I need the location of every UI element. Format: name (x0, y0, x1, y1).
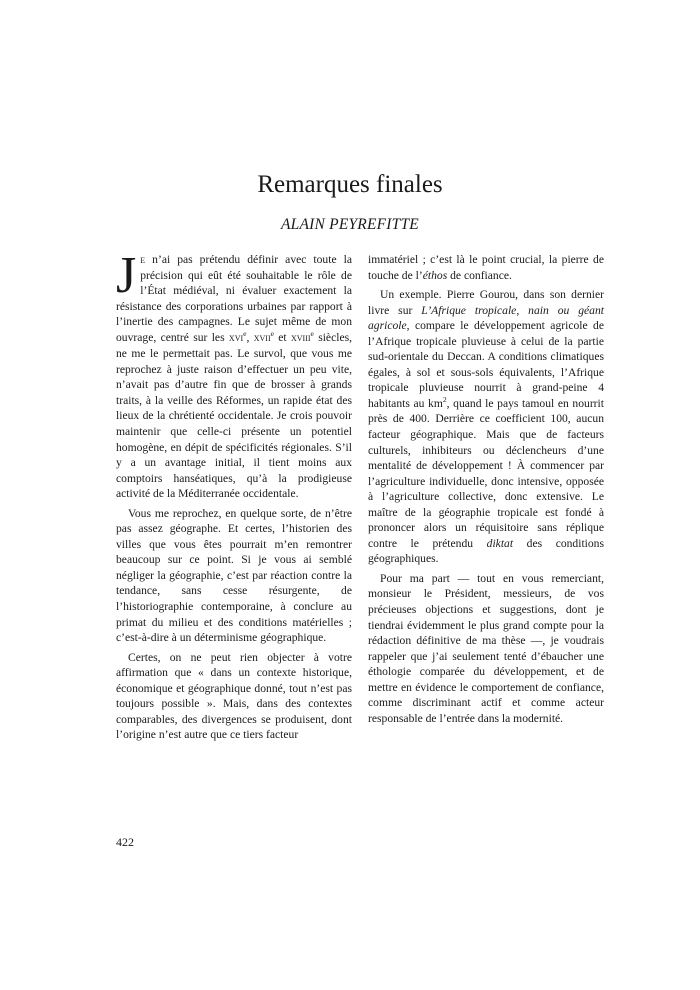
author-name: ALAIN PEYREFITTE (281, 216, 419, 233)
century-sep-2: et (273, 330, 291, 344)
paragraph-6: Pour ma part — tout en vous remerciant, monsieur le Président, messieurs, de vos précieuses objections et suggestions, dont je tiendrai évidemment le plus grand compte pour la rédaction définitive de ma thèse —, je voudrais rappeler que j’ai seulement tenté d’ébaucher une éthologie comparée du développement, et de mettre en évidence le comportement de confiance, comme discriminant actif et comme acteur responsable de l’entrée dans la modernité. (368, 571, 604, 725)
paragraph-1-text-b: siècles, ne me le permettait pas. Le survol, que vous me reprochez à juste raison d’effectuer un peu vite, n’avait pas d’autre fin que de brosser à grands traits, à la veille des Réformes, un rapide état des lieux de la chrétienté occidentale. Je crois pouvoir maintenir que celle-ci présente un potentiel homogène, en dépit de spécificités régionales. S’il y a un avantage initial, il tient moins aux comptoirs hanséatiques, qu’à la prodigieuse activité de la Méditerranée occidentale. (116, 330, 353, 501)
paragraph-4-text-a: immatériel ; c’est là le point crucial, la pierre de touche de l’ (368, 253, 604, 282)
paragraph-2: Vous me reprochez, en quelque sorte, de n’être pas assez géographe. Et certes, l’historien des villes que vous êtes pourrait m’en remontrer beaucoup sur ce point. Si je vous ai semblé négliger la géographie, c’est par réaction contre la tendance, sans cesse résurgente, de l’historiographie contemporaine, à conclure au primat du milieu et des conditions matérielles ; c’est-à-dire à un déterminisme géographique. (116, 506, 352, 645)
paragraph-4 (368, 252, 604, 283)
paragraph-5-text-d: des conditions géographiques. (368, 536, 604, 566)
paragraph-5-text-a: Un exemple. Pierre Gourou, dans son dernier livre sur (368, 288, 604, 317)
left-column (116, 247, 353, 747)
paragraph-5-text-c: , quand le pays tamoul en nourrit près de 400. Derrière ce coefficient 100, aucun facteur géographique. Mais que de facteurs culturels, inhibiteurs ou déclencheurs d’une mentalité de développement ! À commencer par l’agriculture individuelle, donc intensive, opposée à l’agriculture collective, donc extensive. Le maître de la géographie tropicale est fondé à prononcer alors un réquisitoire sans réplique contre le prétendu (368, 396, 604, 550)
page-number: 422 (116, 835, 134, 849)
paragraph-1 (116, 247, 353, 502)
km-squared-sup: 2 (442, 395, 447, 405)
century-16-sup: e (243, 328, 247, 338)
century-17-sup: e (270, 328, 274, 338)
right-column (368, 252, 604, 730)
paragraph-4-text-b: de confiance. (447, 268, 512, 282)
paragraph-5-text-b: , compare le développement agricole de l’Afrique tropicale pluvieuse à celui de la partie sud-orientale du Deccan. A conditions climatiques égales, à sol et sous-sols équivalents, l’Afrique tropicale pluvieuse nourrit à grand-peine 4 habitants au km (368, 319, 604, 410)
century-sep-1: , (246, 330, 254, 344)
ethos-term: éthos (422, 268, 448, 282)
paragraph-5 (368, 287, 604, 567)
century-17: xvii (253, 331, 271, 344)
diktat-term: diktat (486, 536, 514, 550)
paragraph-1-text-a: n’ai pas prétendu définir avec toute la précision qui eût été souhaitable le rôle de l’État médiéval, ni évaluer exactement la résistance des corporations urbaines par rapport à l’inertie des campagnes. Le sujet même de mon ouvrage, centré sur les (116, 253, 352, 344)
book-title: L’Afrique tropicale, nain ou géant agricole (368, 303, 604, 333)
century-18: xviii (290, 331, 311, 344)
century-18-sup: e (310, 328, 314, 338)
century-16: xvi (228, 331, 244, 344)
drop-cap-lead: e (140, 253, 146, 266)
paragraph-3: Certes, on ne peut rien objecter à votre affirmation que « dans un contexte historique, économique et géographique donné, tout n’est pas toujours possible ». Mais, dans des contextes comparables, des divergences se produisent, dont l’origine n’est autre que ce tiers facteur (116, 650, 352, 742)
page-title: Remarques finales (257, 171, 443, 198)
drop-cap: J (116, 247, 137, 304)
